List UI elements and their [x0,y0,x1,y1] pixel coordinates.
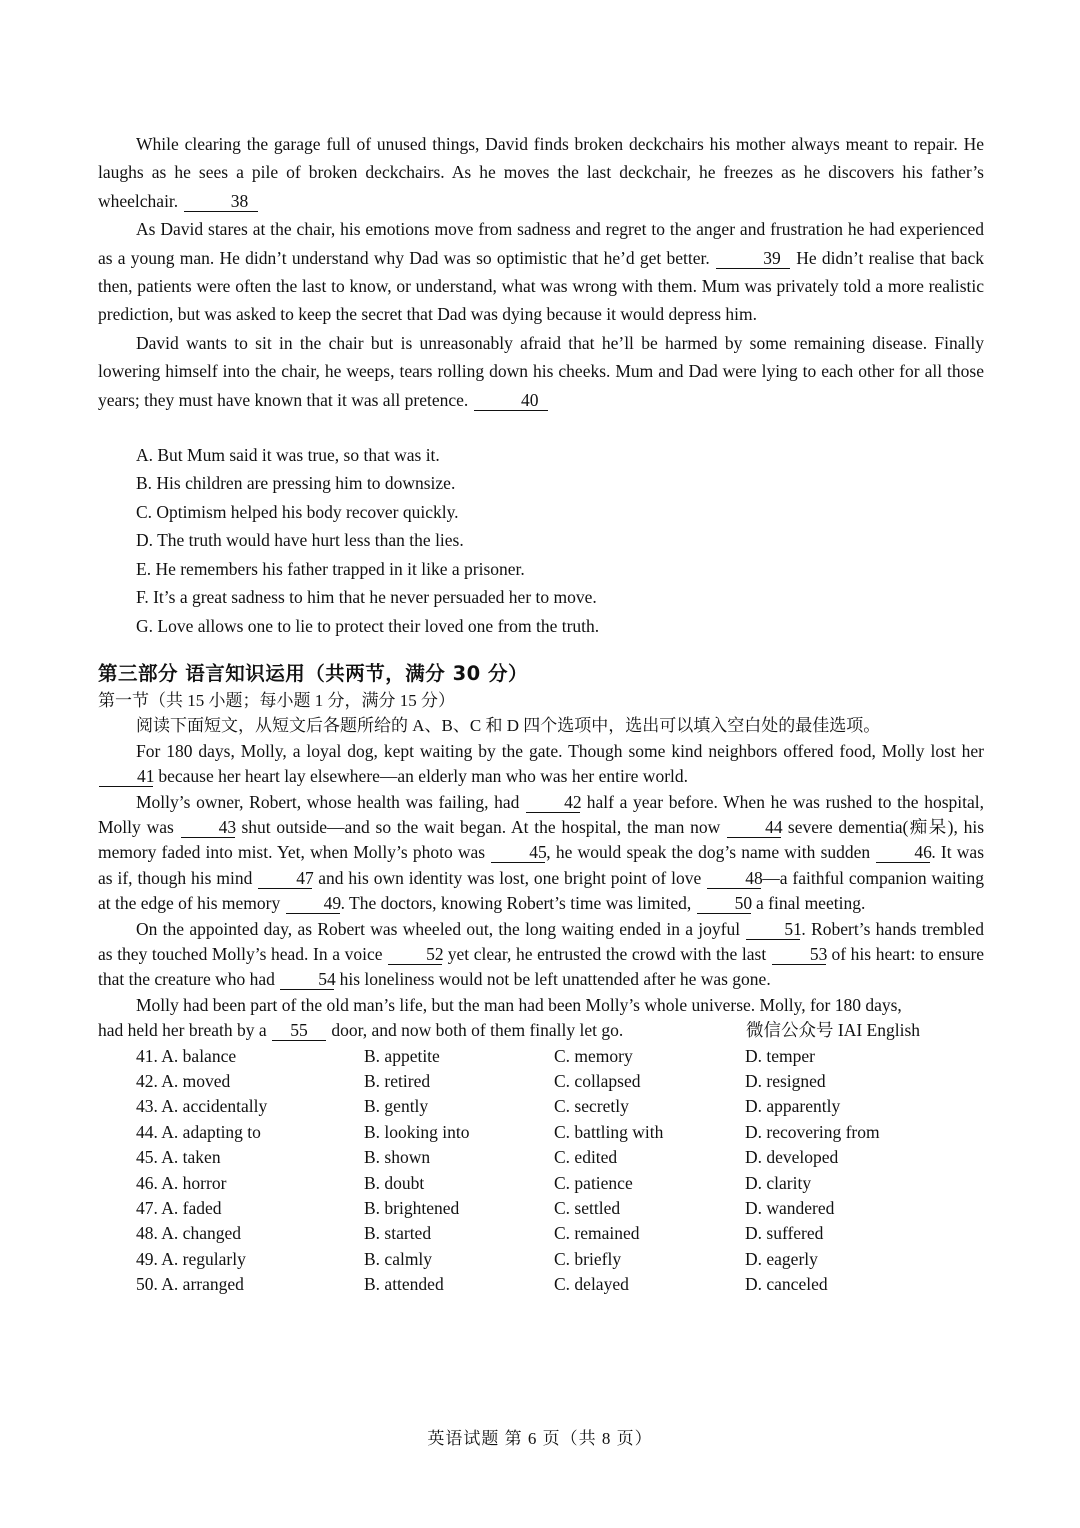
choice-a: 43. A. accidentally [136,1096,268,1117]
option-e: E. He remembers his father trapped in it like a prisoner. [136,558,525,579]
blank-42: 42 [526,793,580,813]
choice-b: B. appetite [364,1045,440,1066]
choice-b: B. attended [364,1274,444,1295]
blank-51: 51 [746,920,800,940]
blank-40: 40 [474,391,548,411]
choice-c: C. edited [554,1147,618,1168]
blank-41: 41 [99,767,153,787]
choice-b: B. doubt [364,1172,425,1193]
option-g: G. Love allows one to lie to protect their loved one from the truth. [136,615,600,636]
choice-d: D. wandered [745,1198,835,1219]
section-title: 第三部分 语言知识运用（共两节，满分 30 分） [98,661,529,685]
choice-a: 46. A. horror [136,1172,227,1193]
question-row [136,1120,880,1145]
question-row [136,1221,880,1246]
choice-c: C. memory [554,1045,633,1066]
blank-53: 53 [772,945,826,965]
blank-54: 54 [280,970,334,990]
choice-c: C. secretly [554,1096,629,1117]
cloze-paragraph-3: On the appointed day, as Robert was wheeled out, the long waiting ended in a joyful 51. Robert’s hands trembled as they touched Molly’s head. In a voice 52 yet clear, he entrusted the crowd with the last 53 of his heart: to ensure that the creature who had 54 his loneliness would not be left unattended after he was gone. [98,918,985,990]
blank-47: 47 [258,869,312,889]
choice-c: C. remained [554,1223,640,1244]
question-row [136,1272,880,1297]
choice-b: B. retired [364,1071,431,1091]
choice-a: 41. A. balance [136,1045,237,1066]
choice-c: C. settled [554,1198,621,1219]
choice-a: 49. A. regularly [136,1248,246,1269]
question-row [136,1247,880,1272]
question-row [136,1171,880,1196]
option-d: D. The truth would have hurt less than the lies. [136,530,464,551]
cloze-paragraph-1: For 180 days, Molly, a loyal dog, kept waiting by the gate. Though some kind neighbors offered food, Molly lost her 41 because her heart lay elsewhere—an elderly man who was her entire world. [98,739,984,790]
choice-d: D. eagerly [745,1248,818,1269]
blank-44: 44 [727,818,781,838]
option-c: C. Optimism helped his body recover quickly. [136,501,459,522]
choice-a: 44. A. adapting to [136,1121,261,1142]
passage-paragraph-3: David wants to sit in the chair but is unreasonably afraid that he’ll be harmed by some remaining disease. Finally lowering himself into the chair, he weeps, tears rolling down his cheeks. Mum and Dad were lying to each other for all those years; they must have known that it was all pretence. 40 [98,332,984,410]
blank-48: 48 [707,869,761,889]
choice-a: 42. A. moved [136,1071,231,1091]
passage-paragraph-1: While clearing the garage full of unused things, David finds broken deckchairs his mother always meant to repair. He laughs as he sees a pile of broken deckchairs. As he moves the last deckchair, he freezes as he discovers his father’s wheelchair. 38 [98,134,984,211]
choice-a: 48. A. changed [136,1223,241,1244]
choice-a: 47. A. faded [136,1198,222,1219]
cloze-paragraph-4: Molly had been part of the old man’s life, but the man had been Molly’s whole universe. Molly, for 180 days, [136,994,902,1015]
choice-c: C. battling with [554,1121,664,1142]
choice-b: B. brightened [364,1198,460,1219]
question-row [136,1196,880,1221]
option-list [98,441,984,640]
question-row [136,1145,880,1170]
choice-c: C. briefly [554,1248,622,1269]
choice-d: D. recovering from [745,1121,880,1142]
blank-49: 49 [286,894,340,914]
blank-55: 55 [272,1021,326,1041]
blank-38: 38 [184,192,258,212]
choice-d: D. temper [745,1045,815,1066]
choice-d: D. developed [745,1147,839,1168]
question-row [136,1044,880,1069]
cloze-paragraph-2: Molly’s owner, Robert, whose health was failing, had 42 half a year before. When he was rushed to the hospital, Molly was 43 shut outside—and so the wait began. At the hospital, the man now 44 severe dementia(痴呆), his memory faded into mist. Yet, when Molly’s photo was 45, he would speak the dog’s name with sudden 46. It was as if, though his mind 47 and his own identity was lost, one bright point of love 48—a faithful companion waiting at the edge of his memory 49. The doctors, knowing Robert’s time was limited, 50 a final meeting. [98,791,985,914]
choice-b: B. looking into [364,1121,470,1142]
option-f: F. It’s a great sadness to him that he never persuaded her to move. [136,587,597,608]
choice-c: C. delayed [554,1274,629,1295]
blank-52: 52 [388,945,442,965]
choice-b: B. gently [364,1096,429,1117]
choice-a: 50. A. arranged [136,1274,244,1295]
page-footer: 英语试题 第 6 页（共 8 页） [427,1429,653,1448]
option-a: A. But Mum said it was true, so that was it. [136,445,440,466]
choice-b: B. started [364,1223,432,1244]
blank-46: 46 [876,843,930,863]
blank-45: 45 [491,843,545,863]
choice-b: B. shown [364,1147,431,1168]
passage-paragraph-2: As David stares at the chair, his emotions move from sadness and regret to the anger and frustration he had experienced as a young man. He didn’t understand why Dad was so optimistic that he’d get better. 39 He didn’t realise that back then, patients were often the last to know, or understand, what was wrong with them. Mum was privately told a more realistic prediction, but was asked to keep the secret that Dad was dying because it would depress him. [98,219,984,325]
section-subtitle: 第一节（共 15 小题；每小题 1 分，满分 15 分） [98,690,455,710]
choice-b: B. calmly [364,1248,433,1269]
watermark-text: 微信公众号 IAI English [746,1020,921,1041]
choice-d: D. suffered [745,1223,824,1244]
question-table [136,1044,880,1298]
section-instruction: 阅读下面短文，从短文后各题所给的 A、B、C 和 D 四个选项中，选出可以填入空白处的最佳选项。 [136,716,881,736]
blank-39: 39 [716,249,790,269]
choice-c: C. collapsed [554,1071,641,1091]
choice-d: D. resigned [745,1071,826,1091]
choice-d: D. apparently [745,1096,841,1117]
blank-50: 50 [697,894,751,914]
blank-43: 43 [181,818,235,838]
choice-c: C. patience [554,1172,633,1193]
cloze-paragraph-4-last-line: had held her breath by a 55 door, and now both of them finally let go. 微信公众号 IAI English [98,1018,984,1043]
question-row [136,1094,880,1119]
exam-page [98,130,984,1298]
option-b: B. His children are pressing him to downsize. [136,473,456,494]
choice-a: 45. A. taken [136,1147,221,1168]
choice-d: D. canceled [745,1274,828,1295]
choice-d: D. clarity [745,1172,812,1193]
question-row [136,1069,880,1094]
